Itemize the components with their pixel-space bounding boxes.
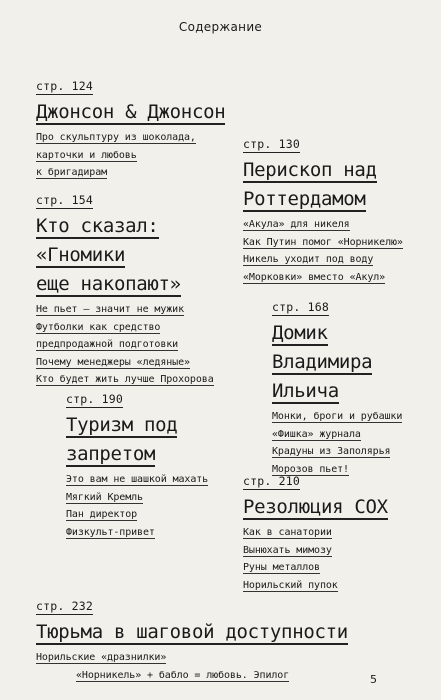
page-ref: стр. 168: [272, 300, 329, 314]
page-ref: стр. 210: [243, 474, 300, 488]
chapter-title-line: Резолюция СОХ: [243, 496, 388, 518]
subsection-line: Как Путин помог «Норникелю»: [243, 236, 403, 248]
subsection-line: Руны металлов: [243, 562, 320, 573]
subsection-line: Про скульптуру из шоколада,: [36, 132, 196, 143]
chapter-title-line: запретом: [66, 443, 156, 465]
subsection-line: Это вам не шашкой махать: [66, 474, 209, 485]
subsection-line: Вынюхать мимозу: [243, 544, 332, 556]
page-ref: стр. 154: [36, 193, 93, 207]
subsection-line: Как в санатории: [243, 527, 332, 538]
subsection-line: Морозов пьет!: [272, 463, 349, 475]
toc-entry-130[interactable]: [243, 133, 423, 288]
subsections: [36, 303, 236, 388]
chapter-title-line: Тюрьма в шаговой доступности: [36, 621, 348, 643]
chapter-title-line: Кто сказал:: [36, 215, 159, 237]
chapter-title: [36, 620, 406, 645]
subsection-line: к бригадирам: [36, 167, 108, 178]
subsection-line: Мягкий Кремль: [66, 491, 143, 503]
chapter-title: [36, 214, 236, 297]
subsection-line: Монки, броги и рубашки: [272, 411, 403, 422]
page-ref: стр. 124: [36, 79, 93, 93]
subsection-line: карточки и любовь: [36, 149, 137, 161]
subsections: [243, 526, 423, 593]
subsections: [66, 473, 246, 540]
toc-entry-232[interactable]: [36, 595, 406, 686]
chapter-title-line: «Гномики: [36, 244, 126, 266]
subsections: [272, 410, 437, 477]
subsection-line: Физкульт-привет: [66, 526, 155, 538]
subsection-line: «Фишка» журнала: [272, 428, 361, 440]
subsection-line: Футболки как средство: [36, 321, 161, 333]
chapter-title: [243, 158, 423, 212]
chapter-title-line: Перископ над: [243, 159, 377, 181]
page-ref: стр. 232: [36, 599, 93, 613]
subsection-line: предпродажной подготовки: [36, 339, 179, 350]
subsection-line: «Акула» для никеля: [243, 219, 350, 230]
subsection-line: Норильский пупок: [243, 579, 338, 591]
subsection-line: «Морковки» вместо «Акул»: [243, 271, 386, 283]
chapter-title: [272, 321, 437, 404]
toc-entry-124[interactable]: [36, 75, 236, 184]
page-number: 5: [370, 673, 377, 686]
chapter-title-line: Ильича: [272, 380, 339, 402]
subsection-line: «Норникель» + бабло = любовь. Эпилог: [76, 669, 290, 681]
chapter-title-line: Туризм под: [66, 414, 178, 436]
subsection-line: Кто будет жить лучше Прохорова: [36, 374, 214, 385]
page-ref: стр. 190: [66, 392, 123, 406]
subsection-line: Никель уходит под воду: [243, 254, 374, 265]
toc-entry-168[interactable]: [272, 296, 437, 480]
page-ref: стр. 130: [243, 137, 300, 151]
subsections: [36, 651, 406, 683]
chapter-title-line: Джонсон & Джонсон: [36, 101, 226, 123]
chapter-title-line: Домик: [272, 322, 328, 344]
subsection-line: Не пьет – значит не мужик: [36, 304, 185, 315]
chapter-title-line: Роттердамом: [243, 188, 366, 210]
chapter-title: [66, 413, 246, 467]
toc-entry-190[interactable]: [66, 388, 246, 543]
toc-entry-154[interactable]: [36, 189, 236, 391]
subsections: [243, 218, 423, 285]
chapter-title: [36, 100, 236, 125]
subsection-line: Норильские «дразнилки»: [36, 652, 167, 663]
subsection-line: Почему менеджеры «ледяные»: [36, 356, 190, 368]
chapter-title-line: Владимира: [272, 351, 373, 373]
subsection-line: Крадуны из Заполярья: [272, 446, 391, 457]
chapter-title: [243, 495, 423, 520]
page-title: Содержание: [178, 20, 263, 34]
subsections: [36, 131, 236, 181]
subsection-line: Пан директор: [66, 509, 138, 520]
toc-entry-210[interactable]: [243, 470, 423, 596]
chapter-title-line: еще накопают»: [36, 273, 181, 295]
